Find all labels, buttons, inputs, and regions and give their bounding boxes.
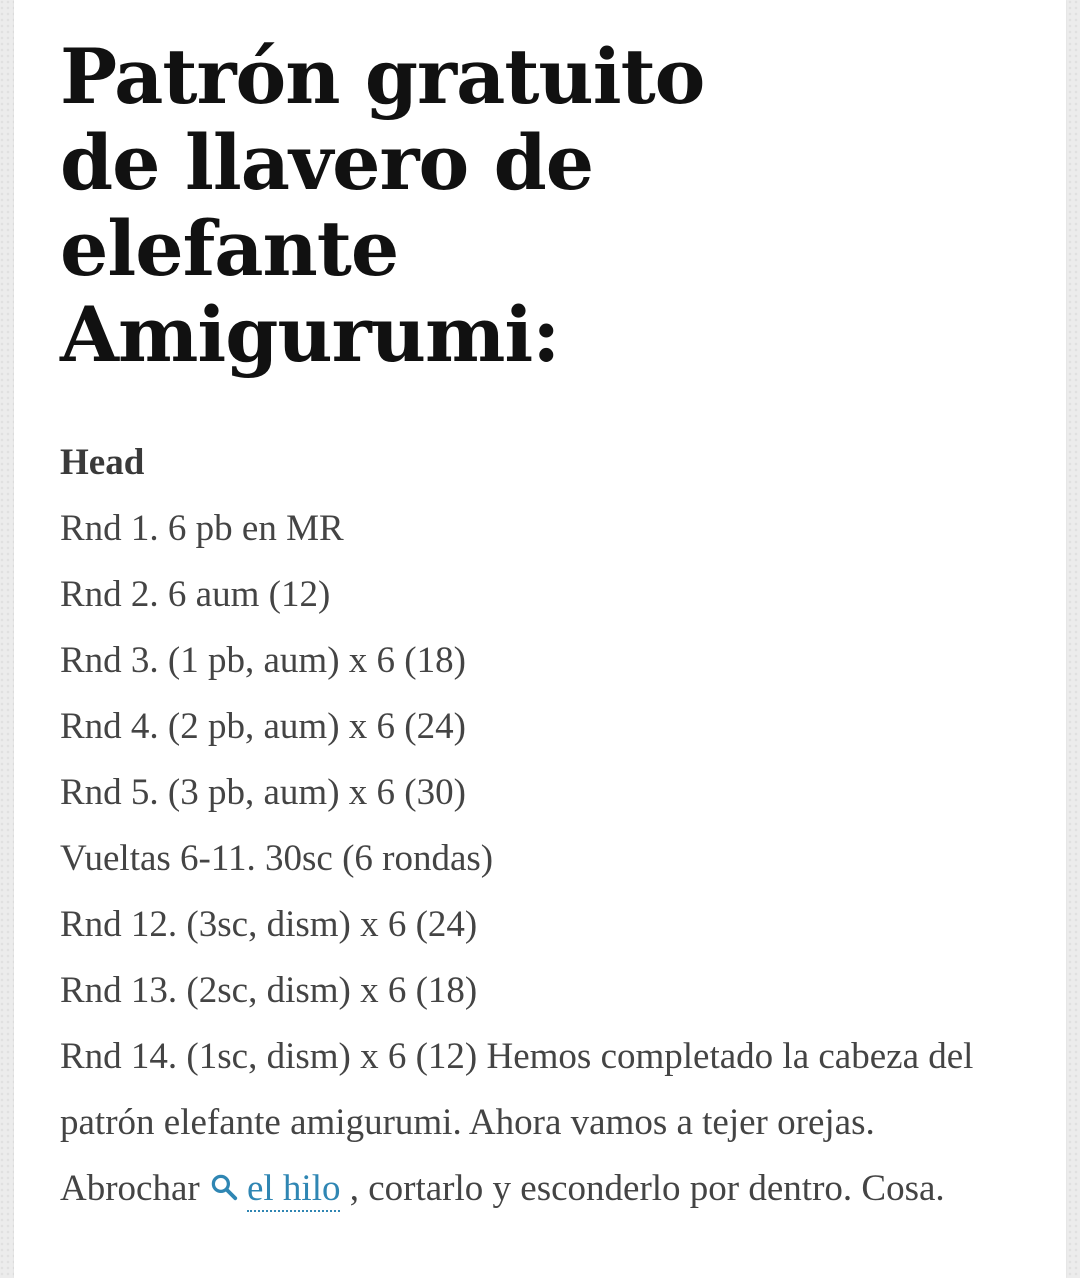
el-hilo-link[interactable]: el hilo — [247, 1168, 341, 1212]
article-content — [60, 34, 1020, 1222]
finish-suffix: , cortarlo y esconderlo por dentro. Cosa. — [349, 1168, 945, 1209]
pattern-round: Rnd 2. 6 aum (12) — [60, 574, 331, 615]
section-heading: Head — [60, 442, 145, 483]
pattern-round: Rnd 3. (1 pb, aum) x 6 (18) — [60, 640, 466, 681]
pattern-body — [60, 430, 1020, 1222]
article-card — [14, 0, 1066, 1278]
finish-instructions — [60, 1156, 1020, 1222]
pattern-round: Rnd 4. (2 pb, aum) x 6 (24) — [60, 706, 466, 747]
finish-prefix: Abrochar — [60, 1168, 200, 1209]
pattern-round: Rnd 12. (3sc, dism) x 6 (24) — [60, 904, 478, 945]
page-title: Patrón gratuito de llavero de elefante Amigurumi: — [60, 32, 705, 379]
pattern-round: Rnd 1. 6 pb en MR — [60, 508, 344, 549]
pattern-round-14: Rnd 14. (1sc, dism) x 6 (12) Hemos completado la cabeza del patrón elefante amigurumi. Ahora vamos a tejer orejas. — [60, 1036, 974, 1143]
pattern-round: Rnd 13. (2sc, dism) x 6 (18) — [60, 970, 478, 1011]
keyword-link-group[interactable] — [209, 1168, 341, 1209]
pattern-round: Rnd 5. (3 pb, aum) x 6 (30) — [60, 772, 466, 813]
pattern-round: Vueltas 6-11. 30sc (6 rondas) — [60, 838, 494, 879]
search-icon — [209, 1172, 239, 1202]
